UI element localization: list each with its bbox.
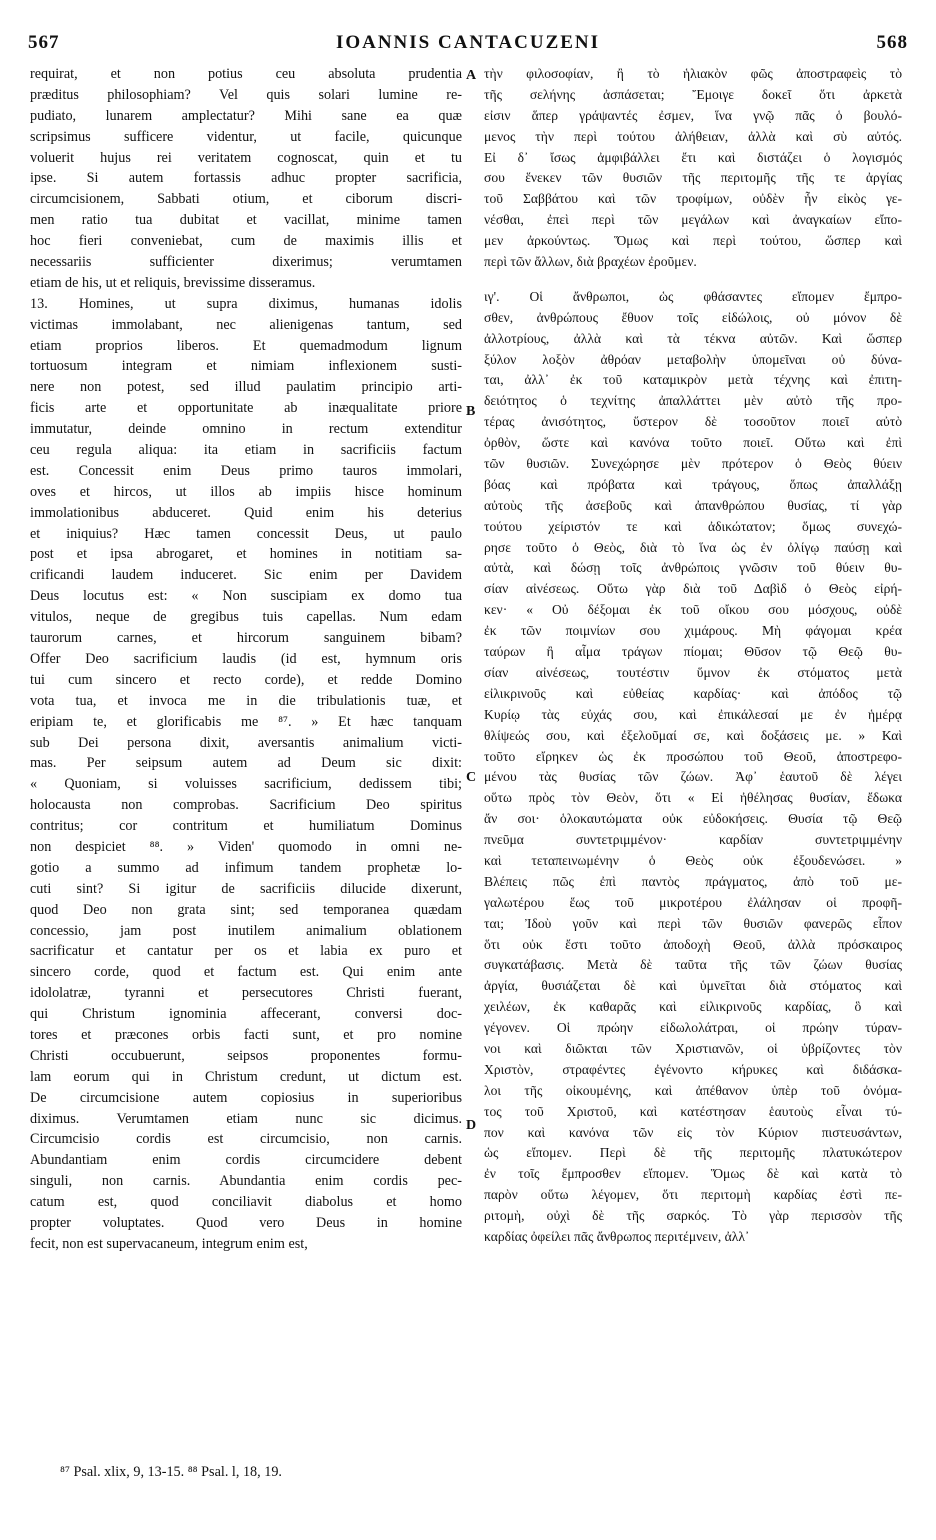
text-line: victimas immolabant, nec alienigenas tantum, sed bbox=[30, 316, 462, 333]
text-line: Offer Deo sacrificium laudis (id est, hymnum oris bbox=[30, 650, 462, 667]
text-line: ἄν σοι· ὁλοκαυτώματα οὐκ εὐδοκήσεις. Θυσία τῷ Θεῷ bbox=[484, 811, 902, 827]
text-line: γέγονεν. Οἱ πρώην εἰδωλολάτραι, οἱ πρώην τύραν- bbox=[484, 1020, 902, 1036]
text-line: Κυρίῳ τὰς εὐχάς σου, καὶ ἐπικάλεσαί με ἐν ἡμέρᾳ bbox=[484, 706, 902, 722]
text-line: γαλωτέρου ἕως τοῦ μικροτέρου ἐλάλησαν οἱ προφῆ- bbox=[484, 894, 902, 910]
text-line: Εἰ δ᾿ ἴσως ἀμφιβάλλει ἔτι καὶ διστάζει ὁ λογισμός bbox=[484, 149, 902, 165]
text-line: τέρας ἀνισότητος, ὕστερον δὲ τοσοῦτον ποιεῖ αὐτὸ bbox=[484, 414, 902, 430]
text-line: ται, ἀλλ᾿ ἐκ τοῦ καταμικρὸν μετὰ τέχνης καὶ ἐπιτη- bbox=[484, 372, 902, 388]
text-line: συγκατάβασις. Μετὰ δὲ ταῦτα τῆς τῶν ζώων θυσίας bbox=[484, 957, 902, 973]
text-line: præditus philosophiam? Vel quis solari lumine re- bbox=[30, 86, 462, 103]
text-line: nere non potest, sed illud paulatim principio arti- bbox=[30, 379, 462, 396]
text-line: ὀρθὸν, ὥστε καὶ κανόνα τοῦτο ποιεῖ. Οὕτω καὶ ἐπὶ bbox=[484, 435, 902, 451]
text-line: pudiato, lunarem amplectatur? Mihi sane ea quæ bbox=[30, 107, 462, 124]
text-line: circumcisionem, Sabbati otium, et ciborum discri- bbox=[30, 191, 462, 208]
text-line: κεν· « Οὐ δέξομαι ἐκ τοῦ οἴκου σου μόσχους, οὐδὲ bbox=[484, 602, 902, 618]
text-line: « Quoniam, si voluisses sacrificium, dedissem tibi; bbox=[30, 776, 462, 793]
text-line: ἐν τοῖς ἔμπροσθεν εἴπομεν. Ὅμως δὲ καὶ κατὰ τὸ bbox=[484, 1166, 902, 1182]
text-line: ἀργία, θυσιάζεται δὲ καὶ ὑμνεῖται διὰ στόματος καὶ bbox=[484, 978, 902, 994]
text-line: σου ἕνεκεν τῶν θυσιῶν τῆς περιτομῆς τῆς τε ἀργίας bbox=[484, 170, 902, 186]
text-line: πνεῦμα συντετριμμένον· καρδίαν συντετριμμένην bbox=[484, 832, 902, 848]
text-line: ἐκ τῶν ποιμνίων σου χιμάρους. Μὴ φάγομαι κρέα bbox=[484, 623, 902, 639]
text-line: εἰσιν ἅπερ γράψαντές ἐσμεν, ἵνα γνῷ πᾶς ὁ βουλό- bbox=[484, 107, 902, 123]
text-line: eripiam te, et glorificabis me ⁸⁷. » Et hæc tanquam bbox=[30, 713, 462, 730]
text-line: περὶ τῶν ἄλλων, διὰ βραχέων ἐροῦμεν. bbox=[484, 254, 697, 270]
text-line: concessio, jam post inutilem animalium oblationem bbox=[30, 922, 462, 939]
text-line: τὴν φιλοσοφίαν, ἢ τὸ ἡλιακὸν φῶς ἀποστραφεὶς τὸ bbox=[484, 66, 902, 81]
text-line: immolationibus abduceret. Quid enim his deterius bbox=[30, 504, 462, 521]
text-line: sub Dei persona dixit, aversantis animalium victi- bbox=[30, 734, 462, 751]
text-line: καρδίας ὀφείλει πᾶς ἄνθρωπος περιτέμνειν, ἀλλ᾿ bbox=[484, 1228, 750, 1244]
greek-column bbox=[484, 64, 902, 1248]
text-line: et iniquius? Hæc tamen concessit Deus, ut paulo bbox=[30, 525, 462, 542]
text-line: fecit, non est supervacaneum, integrum enim est, bbox=[30, 1235, 308, 1252]
text-line: τοῦ Σαββάτου καὶ τῶν τροφίμων, οὐδὲν ἦν εἰκὸς γε- bbox=[484, 191, 902, 207]
latin-column bbox=[30, 64, 462, 1255]
text-line: λοι τῆς οἰκουμένης, καὶ ἀπέθανον ὑπὲρ τοῦ ὀνόμα- bbox=[484, 1082, 902, 1098]
text-line: τοῦτο εἴρηκεν ὡς ἐκ προσώπου τοῦ Θεοῦ, ἀποστρεφο- bbox=[484, 748, 902, 764]
text-line: crificandi laudem induceret. Sic enim per Davidem bbox=[30, 567, 462, 584]
text-line: Βλέπεις πῶς ἐπὶ παντὸς πράγματος, ἀπὸ τοῦ με- bbox=[484, 873, 902, 889]
text-line: καὶ τεταπεινωμένην ὁ Θεὸς οὐκ ἐξουδενώσει. » bbox=[484, 852, 902, 868]
text-line: ξύλον λοξὸν ἀθρόαν μεταβολὴν ὑπομεῖναι οὐ δύνα- bbox=[484, 351, 902, 367]
text-line: necessariis sufficienter dixerimus; verumtamen bbox=[30, 254, 462, 271]
text-line: qui Christum ignominia affecerant, conversi doc- bbox=[30, 1006, 462, 1023]
text-line: taurorum carnes, et hircorum sanguinem bibam? bbox=[30, 630, 462, 647]
text-line: ριτομὴ, οὐχὶ δὲ τῆς σαρκός. Τὸ γὰρ περισσὸν τῆς bbox=[484, 1208, 902, 1224]
text-line: mas. Per seipsum autem ad Deum sic dixit: bbox=[30, 755, 462, 772]
text-line: scripsimus sufficere videntur, ut facile, quicunque bbox=[30, 128, 462, 145]
text-line: tortuosum integram et nimiam inflexionem susti- bbox=[30, 358, 462, 375]
text-line: μένου τὰς θυσίας τῶν ζώων. Ἀφ᾿ ἑαυτοῦ δὲ λέγει bbox=[484, 769, 902, 785]
text-line: ται; Ἰδοὺ γοῦν καὶ περὶ τῶν θυσιῶν φανερῶς εἶπον bbox=[484, 915, 902, 931]
text-line: δειότητος ὁ τεχνίτης ἀπαλλάττει μὲν αὐτὸ τῆς προ- bbox=[484, 393, 902, 409]
paragraph-gap bbox=[484, 273, 902, 287]
text-line: εἰλικρινοῦς καὶ εὐθείας καρδίας· καὶ ἀπόδος τῷ bbox=[484, 685, 902, 701]
text-line: τος τοῦ Χριστοῦ, καὶ κατέστησαν ἑαυτοὺς εἶναι τύ- bbox=[484, 1103, 902, 1119]
text-line: Christi occubuerunt, seipsos proponentes formu- bbox=[30, 1047, 462, 1064]
text-line: propter voluptates. Quod vero Deus in homine bbox=[30, 1214, 462, 1231]
text-line: σθεν, ἀνθρώπους ἔθυον τοῖς εἰδώλοις, οὐ μόνον δὲ bbox=[484, 309, 902, 325]
text-line: hoc fieri conveniebat, cum de maximis illis et bbox=[30, 233, 462, 250]
text-line: ficis arte et opportunitate ab inæqualitate priore bbox=[30, 400, 462, 417]
text-line: singuli, non carnis. Abundantia enim cordis pec- bbox=[30, 1173, 462, 1190]
text-line: αὐτοὺς τῆς ἀσεβοῦς καὶ ἀπανθρώπου θυσίας, τί γὰρ bbox=[484, 497, 902, 513]
text-line: Circumcisio cordis est circumcisio, non carnis. bbox=[30, 1131, 462, 1148]
text-line: βόας καὶ πρόβατα καὶ τράγους, ὅπως ἀπαλλάξῃ bbox=[484, 476, 902, 492]
text-line: ipse. Si autem fortassis adhuc propter sacrificia, bbox=[30, 170, 462, 187]
text-line: est. Concessit enim Deus primo tauros immolari, bbox=[30, 462, 462, 479]
text-line: ceu regula aliqua: ita etiam in sacrificiis factum bbox=[30, 442, 462, 459]
text-line: τῶν θυσιῶν. Συνεχώρησε μὲν πρότερον ὁ Θεὸς θύειν bbox=[484, 456, 902, 472]
text-line: χειλέων, ἐκ καθαρᾶς καὶ εἰλικρινοῦς καρδίας, ὃ καὶ bbox=[484, 999, 902, 1015]
footnotes: ⁸⁷ Psal. xlix, 9, 13-15. ⁸⁸ Psal. l, 18, 19. bbox=[60, 1464, 282, 1480]
text-line: σίαν αἰνέσεως, τουτέστιν ὕμνον ἐκ στόματος μετὰ bbox=[484, 664, 902, 680]
left-page-number: 567 bbox=[28, 32, 60, 53]
text-line: tores et præcones orbis facti sunt, et pro nomine bbox=[30, 1026, 462, 1043]
text-line: immutatur, deinde omnino in rectum extenditur bbox=[30, 421, 462, 438]
text-line: μεν ἀρκούντως. Ὅμως καὶ περὶ τούτου, ὥσπερ καὶ bbox=[484, 233, 902, 249]
text-line: De circumcisione autem copiosius in superioribus bbox=[30, 1089, 462, 1106]
margin-letter: B bbox=[466, 404, 476, 419]
text-line: non despiciet ⁸⁸. » Viden' quomodo in omni ne- bbox=[30, 838, 462, 855]
text-line: gotio a summo ad infimum tandem prophetæ lo- bbox=[30, 859, 462, 876]
text-line: Deus locutus est: « Non suscipiam ex domo tua bbox=[30, 588, 462, 605]
text-line: tui cum sincero et recto corde), et redde Domino bbox=[30, 671, 462, 688]
text-line: πον καὶ κανόνα τῶν εἰς τὸν Κύριον πιστευσάντων, bbox=[484, 1124, 902, 1140]
text-line: contritus; cor contritum et humiliatum Dominus bbox=[30, 818, 462, 835]
text-line: τῆς σελήνης ἀσπάσεται; Ἔμοιγε δοκεῖ ὅτι ἀρκετὰ bbox=[484, 86, 902, 102]
text-line: μενος τὴν περὶ τούτου ἀλήθειαν, ἀλλὰ καὶ σὺ αὐτός. bbox=[484, 128, 902, 144]
text-line: αὐτὰ, καὶ δώσῃ τοῖς ἀνθρώποις γνῶσιν τοῦ θύειν θυ- bbox=[484, 560, 902, 576]
margin-letter: C bbox=[466, 770, 477, 785]
text-line: παρὸν οὕτω λέγομεν, ὅτι περιτομὴ καρδίας ἐστὶ πε- bbox=[484, 1187, 902, 1203]
margin-letter: D bbox=[466, 1118, 477, 1133]
text-line: θλίψεώς σου, καὶ ἐξελοῦμαί σε, καὶ δοξάσεις με. » Καὶ bbox=[484, 727, 902, 743]
text-line: 13. Homines, ut supra diximus, humanas idolis bbox=[30, 295, 462, 312]
text-line: τούτου χείριστόν τε καὶ ἀδικώτατον; ὅμως συνεχώ- bbox=[484, 518, 902, 534]
text-line: Abundantiam enim cordis circumcidere debent bbox=[30, 1152, 462, 1169]
text-line: lam eorum qui in Christum credunt, ut dictum est. bbox=[30, 1068, 462, 1085]
text-line: holocausta non comprobas. Sacrificium Deo spiritus bbox=[30, 797, 462, 814]
text-line: οὕτω πρὸς τὸν Θεὸν, ὅτι « Εἰ ἠθέλησας θυσίαν, ἔδωκα bbox=[484, 790, 902, 806]
text-line: σίαν αἰνέσεως. Οὕτω γὰρ διὰ τοῦ Δαβὶδ ὁ Θεὸς εἰρή- bbox=[484, 581, 902, 597]
text-line: quod Deo non grata sint; sed temporanea quædam bbox=[30, 901, 462, 918]
text-line: catum est, quod conciliavit diabolus et homo bbox=[30, 1194, 462, 1211]
text-line: men ratio tua dubitat et vacillat, minime tamen bbox=[30, 212, 462, 229]
page-header bbox=[28, 32, 908, 60]
text-line: idololatræ, tyranni et persecutores Christi fuerant, bbox=[30, 985, 462, 1002]
text-line: voluerit hujus rei veritatem cognoscat, quin et tu bbox=[30, 149, 462, 166]
text-line: νοι καὶ διῶκται τῶν Χριστιανῶν, οἱ ὑβρίζοντες τὸν bbox=[484, 1040, 902, 1056]
text-line: νέσθαι, ἐπεὶ περὶ τῶν μεγάλων καὶ ἀναγκαίων εἴπο- bbox=[484, 212, 902, 228]
margin-letter: A bbox=[466, 68, 477, 83]
text-line: ὡς εἴπομεν. Περὶ δὲ τῆς περιτομῆς πλατυκώτερον bbox=[484, 1145, 902, 1161]
text-line: ρησε τοῦτο ὁ Θεὸς, διὰ τὸ ἵνα ὡς ἐν ὀλίγῳ παύσῃ καὶ bbox=[484, 539, 902, 555]
text-line: sincero corde, quod et factum est. Qui enim ante bbox=[30, 964, 462, 981]
text-line: Χριστὸν, στραφέντες ἐγένοντο κήρυκες καὶ διδάσκα- bbox=[484, 1061, 902, 1077]
text-line: oves et hircos, ut illos ab impiis hisce hominum bbox=[30, 483, 462, 500]
text-line: cuti sint? Si igitur de sacrificiis dilucide dixerunt, bbox=[30, 880, 462, 897]
text-line: ταύρων ἢ αἷμα τράγων πίομαι; Θῦσον τῷ Θεῷ θυ- bbox=[484, 644, 902, 660]
text-line: ιγ'. Οἱ ἄνθρωποι, ὡς φθάσαντες εἴπομεν ἔμπρο- bbox=[484, 288, 902, 304]
text-line: etiam proprios liberos. Et quemadmodum lignum bbox=[30, 337, 462, 354]
text-line: vitulos, neque de gregibus tuis capellas. Num edam bbox=[30, 609, 462, 626]
text-line: ὅτι οὐκ ἔστι τοῦτο ἀποδοχὴ Θεοῦ, ἀλλὰ πρόσκαιρος bbox=[484, 936, 902, 952]
text-line: etiam de his, ut et reliquis, brevissime disseramus. bbox=[30, 274, 316, 291]
running-title: IOANNIS CANTACUZENI bbox=[335, 32, 601, 53]
text-line: post et ipsa abrogaret, et homines in notitiam sa- bbox=[30, 546, 462, 563]
text-line: vota tua, et invoca me in die tribulationis tuæ, et bbox=[30, 692, 462, 709]
text-line: diximus. Verumtamen etiam nunc sic dicimus. bbox=[30, 1110, 462, 1127]
text-line: sacrificatur et cantatur per os et labia ex puro et bbox=[30, 943, 462, 960]
text-line: requirat, et non potius ceu absoluta prudentia bbox=[30, 66, 462, 82]
right-page-number: 568 bbox=[876, 32, 908, 53]
text-line: ἀλλοτρίους, ἀλλὰ καὶ τὰ τέκνα αὐτῶν. Καὶ ὥσπερ bbox=[484, 330, 902, 346]
